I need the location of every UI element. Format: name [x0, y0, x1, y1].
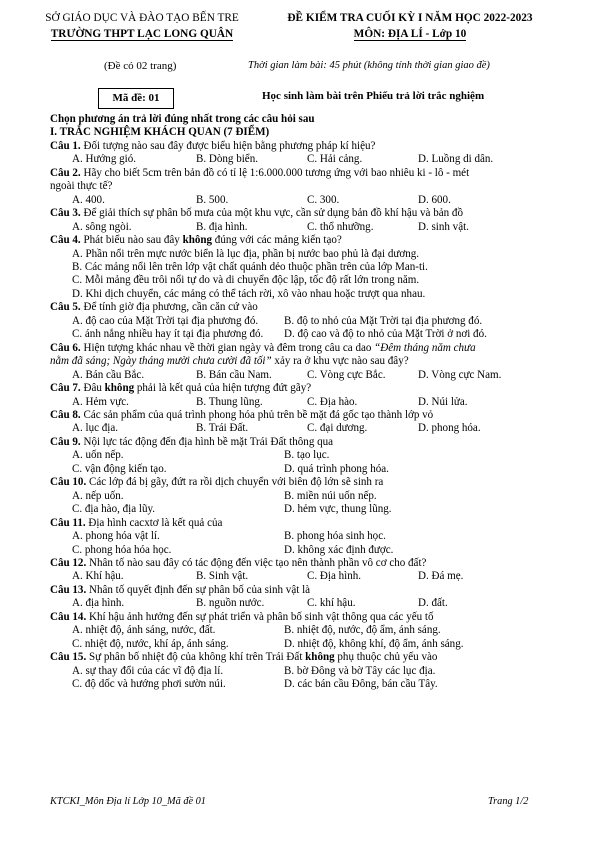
options-14-ab: A. nhiệt độ, ánh sáng, nước, đất. B. nhiệt độ, nước, độ ẩm, ánh sáng. — [72, 624, 441, 637]
options-9-cd: C. vận động kiến tạo. D. quá trình phong hóa. — [72, 462, 389, 475]
exam-title: ĐỀ KIỂM TRA CUỐI KỲ I NĂM HỌC 2022-2023 — [287, 12, 533, 24]
question-6: Câu 6. Hiện tượng khác nhau về thời gian ngày và đêm trong câu ca dao “Đêm tháng năm chưa — [50, 341, 476, 354]
option-4c: C. Mỗi mảng đều trôi nổi tự do và di chuyển độc lập, tốc độ rất lớn trong năm. — [72, 274, 420, 287]
questions-body — [50, 113, 548, 691]
question-13: Câu 13. Nhân tố quyết định đến sự phân bố của sinh vật là — [50, 583, 311, 596]
question-2-cont: ngoài thực tế? — [50, 180, 113, 193]
question-3: Câu 3. Để giải thích sự phân bố mưa của một khu vực, cần sử dụng bản đồ khí hậu và bản đồ — [50, 207, 463, 220]
exam-code-box: Mã đề: 01 — [98, 88, 174, 109]
options-10-ab: A. nếp uốn. B. miền núi uốn nếp. — [72, 489, 377, 502]
question-9: Câu 9. Nội lực tác động đến địa hình bề mặt Trái Đất thông qua — [50, 435, 334, 448]
question-10: Câu 10. Các lớp đá bị gãy, đứt ra rồi dịch chuyển với biên độ lớn sẽ sinh ra — [50, 476, 384, 489]
options-8: A. lục địa. B. Trái Đất. C. đại dương. D. phong hóa. — [72, 422, 481, 435]
question-7: Câu 7. Đâu không phải là kết quả của hiện tượng đứt gãy? — [50, 382, 312, 395]
option-4a: A. Phần nổi trên mực nước biển là lục địa, phần bị nước bao phủ là đại dương. — [72, 247, 420, 260]
time-note: Thời gian làm bài: 45 phút (không tính thời gian giao đề) — [248, 60, 490, 71]
footer-left: KTCKI_Môn Địa lí Lớp 10_Mã đề 01 — [50, 796, 206, 807]
instruction-note: Học sinh làm bài trên Phiếu trả lời trắc nghiệm — [262, 90, 485, 102]
question-8: Câu 8. Các sản phẩm của quá trình phong hóa phủ trên bề mặt đá gốc tạo thành lớp vỏ — [50, 408, 434, 421]
options-10-cd: C. địa hào, địa lũy. D. hẻm vực, thung lũng. — [72, 503, 392, 516]
options-1: A. Hướng gió. B. Dòng biển. C. Hải cảng. D. Luồng di dân. — [72, 153, 494, 166]
question-2: Câu 2. Hãy cho biết 5cm trên bản đồ có tỉ lệ 1:6.000.000 tương ứng với bao nhiêu ki - lô - mét — [50, 166, 470, 179]
question-14: Câu 14. Khí hậu ảnh hưởng đến sự phát triển và phân bố sinh vật thông qua các yếu tố — [50, 610, 434, 623]
options-12: A. Khí hậu. B. Sinh vật. C. Địa hình. D. Đá mẹ. — [72, 570, 464, 583]
options-11-ab: A. phong hóa vật lí. B. phong hóa sinh học. — [72, 530, 386, 543]
header-left — [28, 10, 256, 42]
question-5: Câu 5. Để tính giờ địa phương, cần căn cứ vào — [50, 301, 258, 314]
options-11-cd: C. phong hóa hóa học. D. không xác định được. — [72, 543, 394, 556]
pages-note: (Đề có 02 trang) — [104, 60, 177, 72]
question-11: Câu 11. Địa hình cacxtơ là kết quả của — [50, 516, 223, 529]
section-title: I. TRẮC NGHIỆM KHÁCH QUAN (7 ĐIỂM) — [50, 126, 270, 139]
options-15-ab: A. sự thay đổi của các vĩ độ địa lí. B. bờ Đông và bờ Tây các lục địa. — [72, 664, 436, 677]
options-3: A. sông ngòi. B. địa hình. C. thổ nhưỡng. D. sinh vật. — [72, 220, 469, 233]
option-4b: B. Các mảng nổi lên trên lớp vật chất quánh dẻo thuộc phần trên của lớp Man-ti. — [72, 260, 428, 273]
question-6-cont: nằm đã sáng; Ngày tháng mười chưa cười đã tối” xảy ra ở khu vực nào sau đây? — [50, 355, 409, 368]
question-4: Câu 4. Phát biểu nào sau đây không đúng với các mảng kiến tạo? — [50, 234, 342, 247]
question-12: Câu 12. Nhân tố nào sau đây có tác động đến việc tạo nên thành phần vô cơ cho đất? — [50, 556, 427, 569]
options-7: A. Hẻm vực. B. Thung lũng. C. Địa hào. D. Núi lửa. — [72, 395, 468, 408]
options-9-ab: A. uốn nếp. B. tạo lục. — [72, 449, 330, 462]
question-15: Câu 15. Sự phân bố nhiệt độ của không khí trên Trái Đất không phụ thuộc chủ yếu vào — [50, 651, 438, 664]
subject-line: MÔN: ĐỊA LÍ - Lớp 10 — [353, 28, 467, 40]
options-5-ab: A. độ cao của Mặt Trời tại địa phương đó. B. độ to nhỏ của Mặt Trời tại địa phương đó. — [72, 314, 483, 327]
question-1: Câu 1. Đối tượng nào sau đây được biểu hiện bằng phương pháp kí hiệu? — [50, 139, 376, 152]
options-6: A. Bán cầu Bắc. B. Bán cầu Nam. C. Vòng cực Bắc. D. Vòng cực Nam. — [72, 368, 502, 381]
intro-text: Chọn phương án trả lời đúng nhất trong các câu hỏi sau — [50, 113, 315, 125]
options-5-cd: C. ánh nắng nhiều hay ít tại địa phương đó. D. độ cao và độ to nhỏ của Mặt Trời ở nơi đó. — [72, 328, 487, 341]
page-number: Trang 1/2 — [488, 796, 529, 807]
option-4d: D. Khi dịch chuyển, các mảng có thể tách rời, xô vào nhau hoặc trượt qua nhau. — [72, 287, 426, 300]
department-name: SỞ GIÁO DỤC VÀ ĐÀO TẠO BẾN TRE — [45, 12, 239, 24]
options-15-cd: C. độ dốc và hướng phơi sườn núi. D. các bán cầu Đông, bán cầu Tây. — [72, 678, 438, 691]
options-2: A. 400. B. 500. C. 300. D. 600. — [72, 193, 451, 206]
school-name: TRƯỜNG THPT LẠC LONG QUÂN — [50, 28, 234, 40]
header-right — [255, 10, 565, 42]
options-13: A. địa hình. B. nguồn nước. C. khí hậu. D. đất. — [72, 597, 448, 610]
options-14-cd: C. nhiệt độ, nước, khí áp, ánh sáng. D. nhiệt độ, không khí, độ ẩm, ánh sáng. — [72, 637, 464, 650]
